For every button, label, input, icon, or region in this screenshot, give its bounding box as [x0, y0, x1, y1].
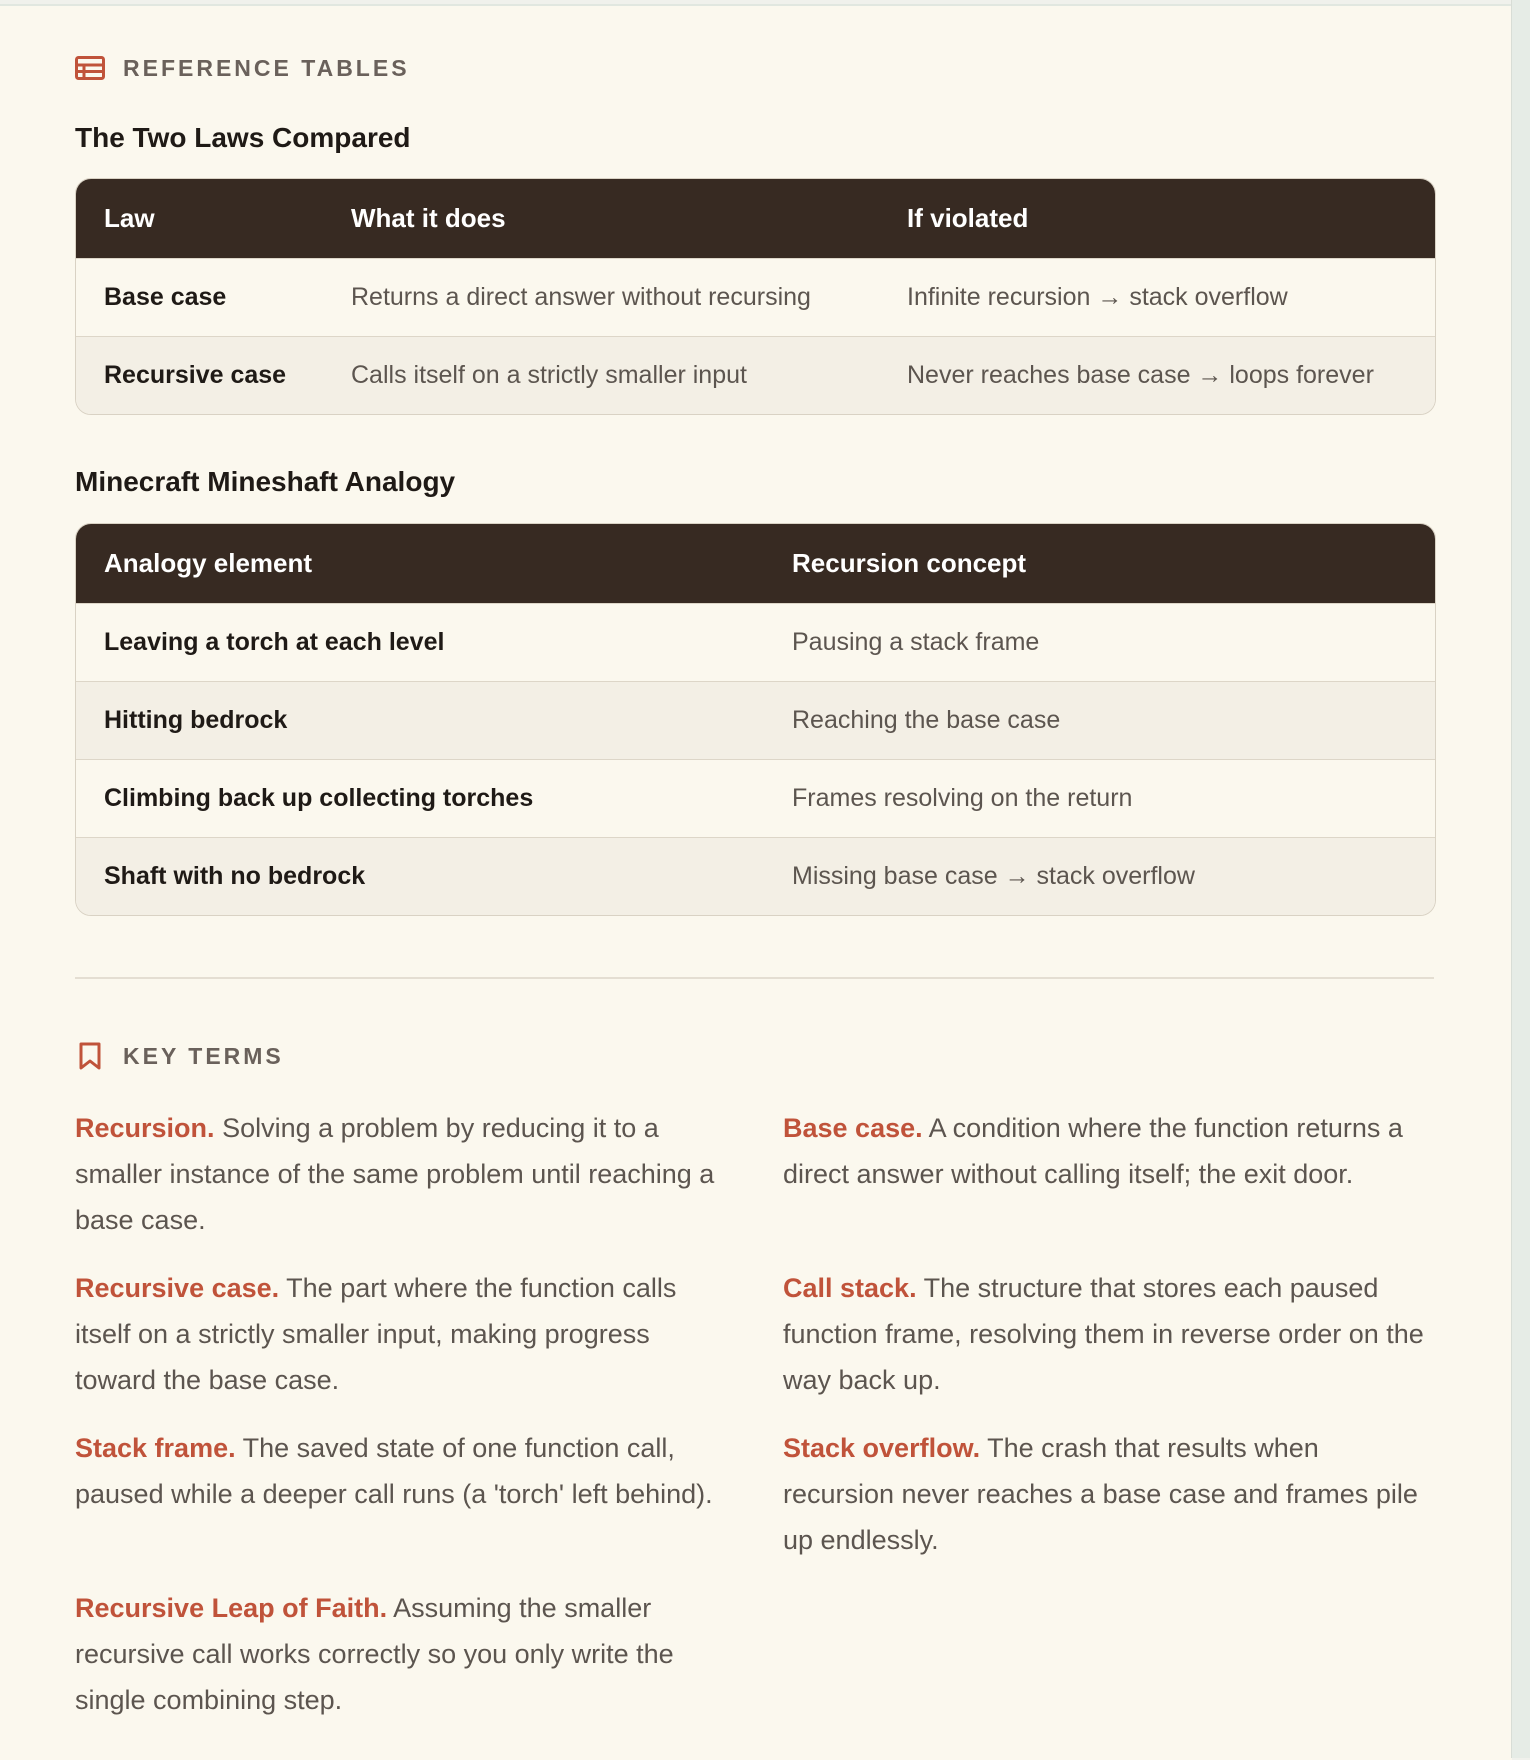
analogy-header-concept: Recursion concept	[792, 548, 1027, 578]
laws-cell-law: Base case	[104, 283, 227, 311]
term-name: Stack overflow.	[783, 1433, 981, 1463]
table-row	[76, 681, 1435, 759]
term-name: Recursive case.	[75, 1273, 280, 1303]
term-definition: Solving a problem by reducing it to a smaller instance of the same problem until reaching a base case.	[75, 1113, 715, 1235]
term-name: Call stack.	[783, 1273, 917, 1303]
laws-cell-what: Calls itself on a strictly smaller input	[351, 361, 747, 389]
term-definition: The structure that stores each paused function frame, resolving them in reverse order on the way back up.	[783, 1273, 1424, 1395]
list-item	[75, 1425, 725, 1517]
table-row	[76, 258, 1435, 336]
analogy-cell-concept: Frames resolving on the return	[792, 784, 1133, 812]
page	[0, 4, 1512, 1760]
section-divider	[75, 977, 1434, 979]
list-item	[783, 1425, 1433, 1563]
analogy-header-element: Analogy element	[104, 548, 313, 578]
laws-cell-violated: Never reaches base case → loops forever	[907, 361, 1374, 389]
laws-cell-violated: Infinite recursion → stack overflow	[907, 283, 1288, 311]
table-icon	[75, 56, 105, 80]
analogy-table-header-row	[76, 524, 1435, 603]
laws-table-title: The Two Laws Compared	[75, 122, 411, 153]
analogy-cell-element: Climbing back up collecting torches	[104, 784, 534, 812]
table-row	[76, 759, 1435, 837]
term-definition: The saved state of one function call, paused while a deeper call runs (a 'torch' left behind).	[75, 1433, 713, 1509]
table-row	[76, 603, 1435, 681]
key-terms-section-label: KEY TERMS	[123, 1042, 284, 1069]
bookmark-icon	[75, 1041, 105, 1071]
scrollbar-track[interactable]	[1511, 0, 1530, 1758]
laws-header-what: What it does	[351, 203, 506, 233]
laws-header-violated: If violated	[907, 203, 1029, 233]
analogy-cell-concept: Reaching the base case	[792, 706, 1061, 734]
reference-section-label: REFERENCE TABLES	[123, 54, 410, 81]
term-name: Stack frame.	[75, 1433, 236, 1463]
laws-cell-what: Returns a direct answer without recursing	[351, 283, 811, 311]
list-item	[75, 1265, 725, 1403]
analogy-cell-element: Shaft with no bedrock	[104, 862, 366, 890]
analogy-cell-element: Leaving a torch at each level	[104, 628, 445, 656]
list-item	[75, 1105, 725, 1243]
term-definition: A condition where the function returns a direct answer without calling itself; the exit door.	[783, 1113, 1403, 1189]
analogy-table	[75, 523, 1436, 916]
term-definition: The crash that results when recursion never reaches a base case and frames pile up endlessly.	[783, 1433, 1418, 1555]
term-name: Base case.	[783, 1113, 923, 1143]
term-definition: Assuming the smaller recursive call works correctly so you only write the single combining step.	[75, 1593, 674, 1715]
list-item	[783, 1265, 1433, 1403]
laws-cell-law: Recursive case	[104, 361, 287, 389]
laws-header-law: Law	[104, 203, 155, 233]
table-row	[76, 336, 1435, 414]
analogy-table-title: Minecraft Mineshaft Analogy	[75, 466, 456, 497]
analogy-cell-concept: Pausing a stack frame	[792, 628, 1040, 656]
term-name: Recursive Leap of Faith.	[75, 1593, 388, 1623]
analogy-cell-element: Hitting bedrock	[104, 706, 288, 734]
laws-table	[75, 178, 1436, 415]
term-definition: The part where the function calls itself on a strictly smaller input, making progress toward the base case.	[75, 1273, 677, 1395]
list-item	[75, 1585, 725, 1723]
analogy-cell-concept: Missing base case → stack overflow	[792, 862, 1195, 890]
laws-table-header-row	[76, 179, 1435, 258]
reference-section-header	[75, 48, 410, 88]
term-name: Recursion.	[75, 1113, 215, 1143]
key-terms-section-header	[75, 1036, 284, 1076]
table-row	[76, 837, 1435, 915]
list-item	[783, 1105, 1433, 1197]
